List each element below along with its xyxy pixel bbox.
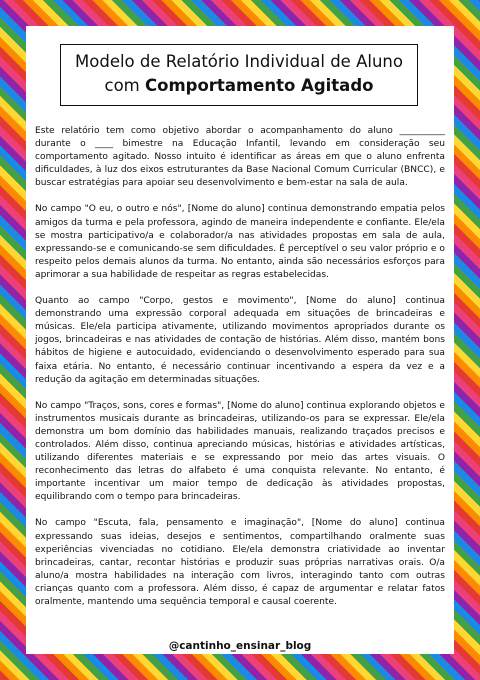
- paragraph-intro: Este relatório tem como objetivo abordar o acompanhamento do aluno __________ durante o ____ bimestre na Educação Infantil, levando em consideração seu comportamento agitado. Nosso intuito é identificar as áreas em que o aluno enfrenta dificuldades, à luz dos eixos estruturantes da Base Nacional Comum Curricular (BNCC), e buscar estratégias para apoiar seu desenvolvimento e bem-estar na sala de aula.: [35, 126, 445, 189]
- footer-handle: @cantinho_ensinar_blog: [168, 640, 312, 652]
- paragraph-corpo-gestos: Quanto ao campo "Corpo, gestos e movimento", [Nome do aluno] continua demonstrando uma expressão corporal adequada em situações de brincadeiras e músicas. Ele/ela participa ativamente, utilizando movimentos apropriados durante os jogos, brincadeiras e nas atividades de contação de histórias. Além disso, mantém bons hábitos de higiene e autocuidado, evidenciando o desenvolvimento esperado para sua faixa etária. No entanto, é necessário continuar incentivando a espera da vez e a redução da agitação em determinadas situações.: [35, 296, 445, 385]
- paragraph-escuta-fala: No campo "Escuta, fala, pensamento e imaginação", [Nome do aluno] continua expressando suas ideias, desejos e sentimentos, compartilhando oralmente suas experiências vivenciadas no cotidiano. Ele/ela demonstra criatividade ao inventar brincadeiras, cantar, recontar histórias e produzir suas próprias narrativas orais. O/a aluno/a mostra habilidades na interação com livros, interagindo tanto com outras crianças quanto com a professora. Além disso, é capaz de argumentar e relatar fatos oralmente, mantendo uma sequência temporal e causal coerente.: [35, 518, 445, 607]
- title-line-2-prefix: com: [104, 76, 146, 95]
- title-line-2: [61, 74, 417, 98]
- title-line-1: Modelo de Relatório Individual de Aluno: [75, 52, 403, 71]
- paragraph-tracos-sons: No campo "Traços, sons, cores e formas", [Nome do aluno] continua explorando objetos e instrumentos musicais durante as brincadeiras, utilizando-os para se expressar. Ele/ela demonstra um bom domínio das habilidades manuais, realizando traçados precisos e controlados. Além disso, continua apreciando músicas, histórias e atividades artísticas, utilizando diferentes materiais e se expressando por meio das artes visuais. O reconhecimento das letras do alfabeto é uma conquista relevante. No entanto, é importante incentivar um maior tempo de dedicação às atividades propostas, equilibrando com o tempo para brincadeiras.: [35, 400, 445, 503]
- title-box: [60, 44, 418, 106]
- paragraph-o-eu-o-outro: No campo "O eu, o outro e nós", [Nome do aluno] continua demonstrando empatia pelos amigos da turma e pela professora, agindo de maneira independente e confiante. Ele/ela se mostra participativo/a e colaborador/a nas atividades propostas em sala de aula, expressando-se e comunicando-se sem dificuldades. É perceptível o seu valor próprio e o respeito pelos demais alunos da turma. No entanto, ainda são necessários esforços para aprimorar a sua habilidade de respeitar as regras estabelecidas.: [35, 204, 445, 280]
- title-line-2-bold: Comportamento Agitado: [145, 76, 374, 95]
- report-body: [35, 125, 445, 622]
